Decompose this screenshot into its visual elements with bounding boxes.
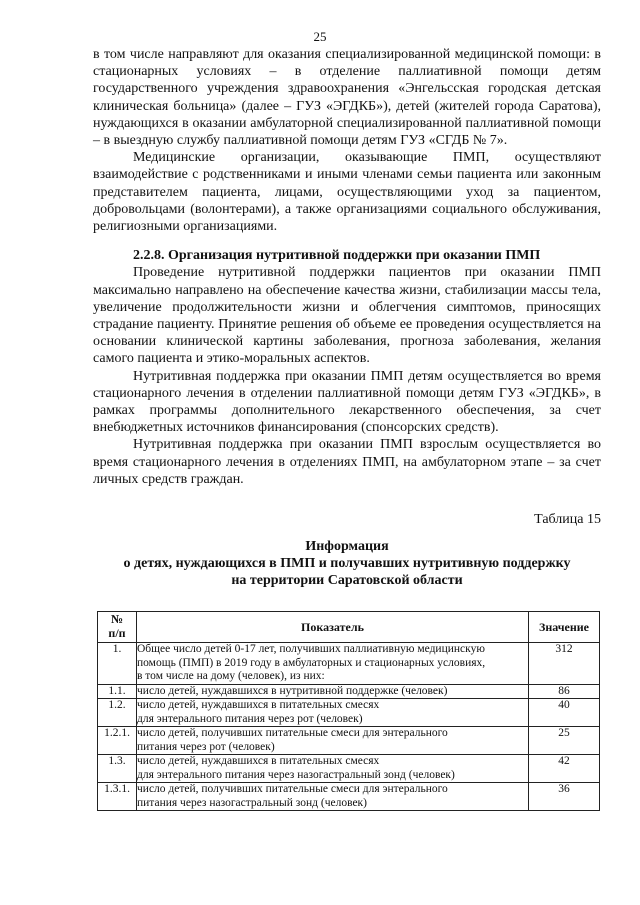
table-label: Таблица 15: [534, 512, 601, 528]
row-number: 1.3.1.: [98, 783, 137, 811]
row-indicator-line: для энтерального питания через рот (человек): [137, 712, 363, 725]
row-indicator: [137, 643, 529, 685]
table-header-row: [98, 612, 600, 643]
row-number: 1.: [98, 643, 137, 685]
row-number: 1.3.: [98, 755, 137, 783]
row-indicator-line: число детей, нуждавшихся в нутритивной поддержке (человек): [137, 684, 448, 697]
paragraph-continuation: в том числе направляют для оказания специализированной медицинской помощи: в стационарных условиях – в отделение паллиативной помощи детям государственного учреждения здравоохранения «Энгельсская городская детская клиническая больница» (далее – ГУЗ «ЭГДКБ»), детей (жителей города Саратова), нуждающихся в оказании амбулаторной специализированной паллиативной помощи – в выездную службу паллиативной помощи детям ГУЗ «СГДБ № 7».: [93, 47, 601, 149]
paragraph-nutrition-adults: Нутритивная поддержка при оказании ПМП взрослым осуществляется во время стационарного лечения в отделениях ПМП, на амбулаторном этапе – за счет личных средств граждан.: [93, 437, 601, 487]
table-title-line: Информация: [305, 539, 389, 555]
table-title-line: о детях, нуждающихся в ПМП и получавших нутритивную поддержку: [123, 556, 571, 572]
row-indicator: [137, 755, 529, 783]
table-row: [98, 755, 600, 783]
section-heading: 2.2.8. Организация нутритивной поддержки при оказании ПМП: [133, 248, 541, 264]
paragraph-nutrition-children: Нутритивная поддержка при оказании ПМП детям осуществляется во время стационарного лечения в отделении паллиативной помощи детям ГУЗ «ЭГДКБ», в рамках программы дополнительного лекарственного обеспечения, за счет внебюджетных источников финансирования (спонсорских средств).: [93, 368, 601, 436]
row-indicator-line: число детей, получивших питательные смеси для энтерального: [137, 727, 448, 739]
row-value: 312: [529, 643, 600, 685]
row-indicator-line: помощь (ПМП) в 2019 году в амбулаторных и стационарных условиях,: [137, 656, 486, 669]
row-indicator-line: число детей, нуждавшихся в питательных смесях: [137, 755, 380, 767]
row-value: 42: [529, 755, 600, 783]
row-number: 1.2.1.: [98, 727, 137, 755]
table-row: [98, 783, 600, 811]
header-num: [98, 612, 137, 643]
row-number: 1.1.: [98, 684, 137, 699]
header-value: Значение: [529, 612, 600, 643]
row-indicator-line: питания через рот (человек): [137, 740, 275, 753]
row-number: 1.2.: [98, 699, 137, 727]
row-value: 36: [529, 783, 600, 811]
table-title-line: на территории Саратовской области: [231, 573, 463, 589]
data-table: [97, 611, 600, 811]
row-indicator-line: число детей, нуждавшихся в питательных смесях: [137, 699, 380, 711]
table-row: [98, 727, 600, 755]
paragraph-interaction: Медицинские организации, оказывающие ПМП, осуществляют взаимодействие с родственниками и иными членами семьи пациента или законным представителем пациента, лицами, осуществляющими уход за пациентом, добровольцами (волонтерами), а также организациями социального обслуживания, религиозными организациями.: [93, 150, 601, 235]
row-indicator: [137, 699, 529, 727]
header-num-line: №: [110, 612, 124, 626]
table-row: [98, 643, 600, 685]
document-body: [93, 46, 601, 589]
row-indicator: [137, 727, 529, 755]
row-indicator-line: Общее число детей 0-17 лет, получивших паллиативную медицинскую: [137, 643, 485, 655]
row-indicator-line: для энтерального питания через назогастральный зонд (человек): [137, 768, 455, 781]
table-row: [98, 684, 600, 699]
row-value: 40: [529, 699, 600, 727]
row-indicator-line: питания через назогастральный зонд (человек): [137, 796, 367, 809]
paragraph-nutrition-goals: Проведение нутритивной поддержки пациентов при оказании ПМП максимально направлено на обеспечение качества жизни, стабилизации массы тела, увеличение продолжительности жизни и облегчения симптомов, приносящих страдание пациенту. Принятие решения об объеме ее проведения осуществляется на основании клинической картины заболевания, прогноза заболевания, желания самого пациента и этико-моральных аспектов.: [93, 265, 601, 367]
row-indicator: [137, 783, 529, 811]
row-indicator-line: в том числе на дому (человек), из них:: [137, 670, 325, 682]
row-indicator: [137, 684, 529, 699]
table-title: [93, 538, 601, 589]
table-row: [98, 699, 600, 727]
header-num-line: п/п: [108, 626, 126, 640]
row-value: 86: [529, 684, 600, 699]
row-value: 25: [529, 727, 600, 755]
header-indicator: Показатель: [137, 612, 529, 643]
row-indicator-line: число детей, получивших питательные смеси для энтерального: [137, 783, 448, 795]
page-number: 25: [313, 29, 327, 44]
